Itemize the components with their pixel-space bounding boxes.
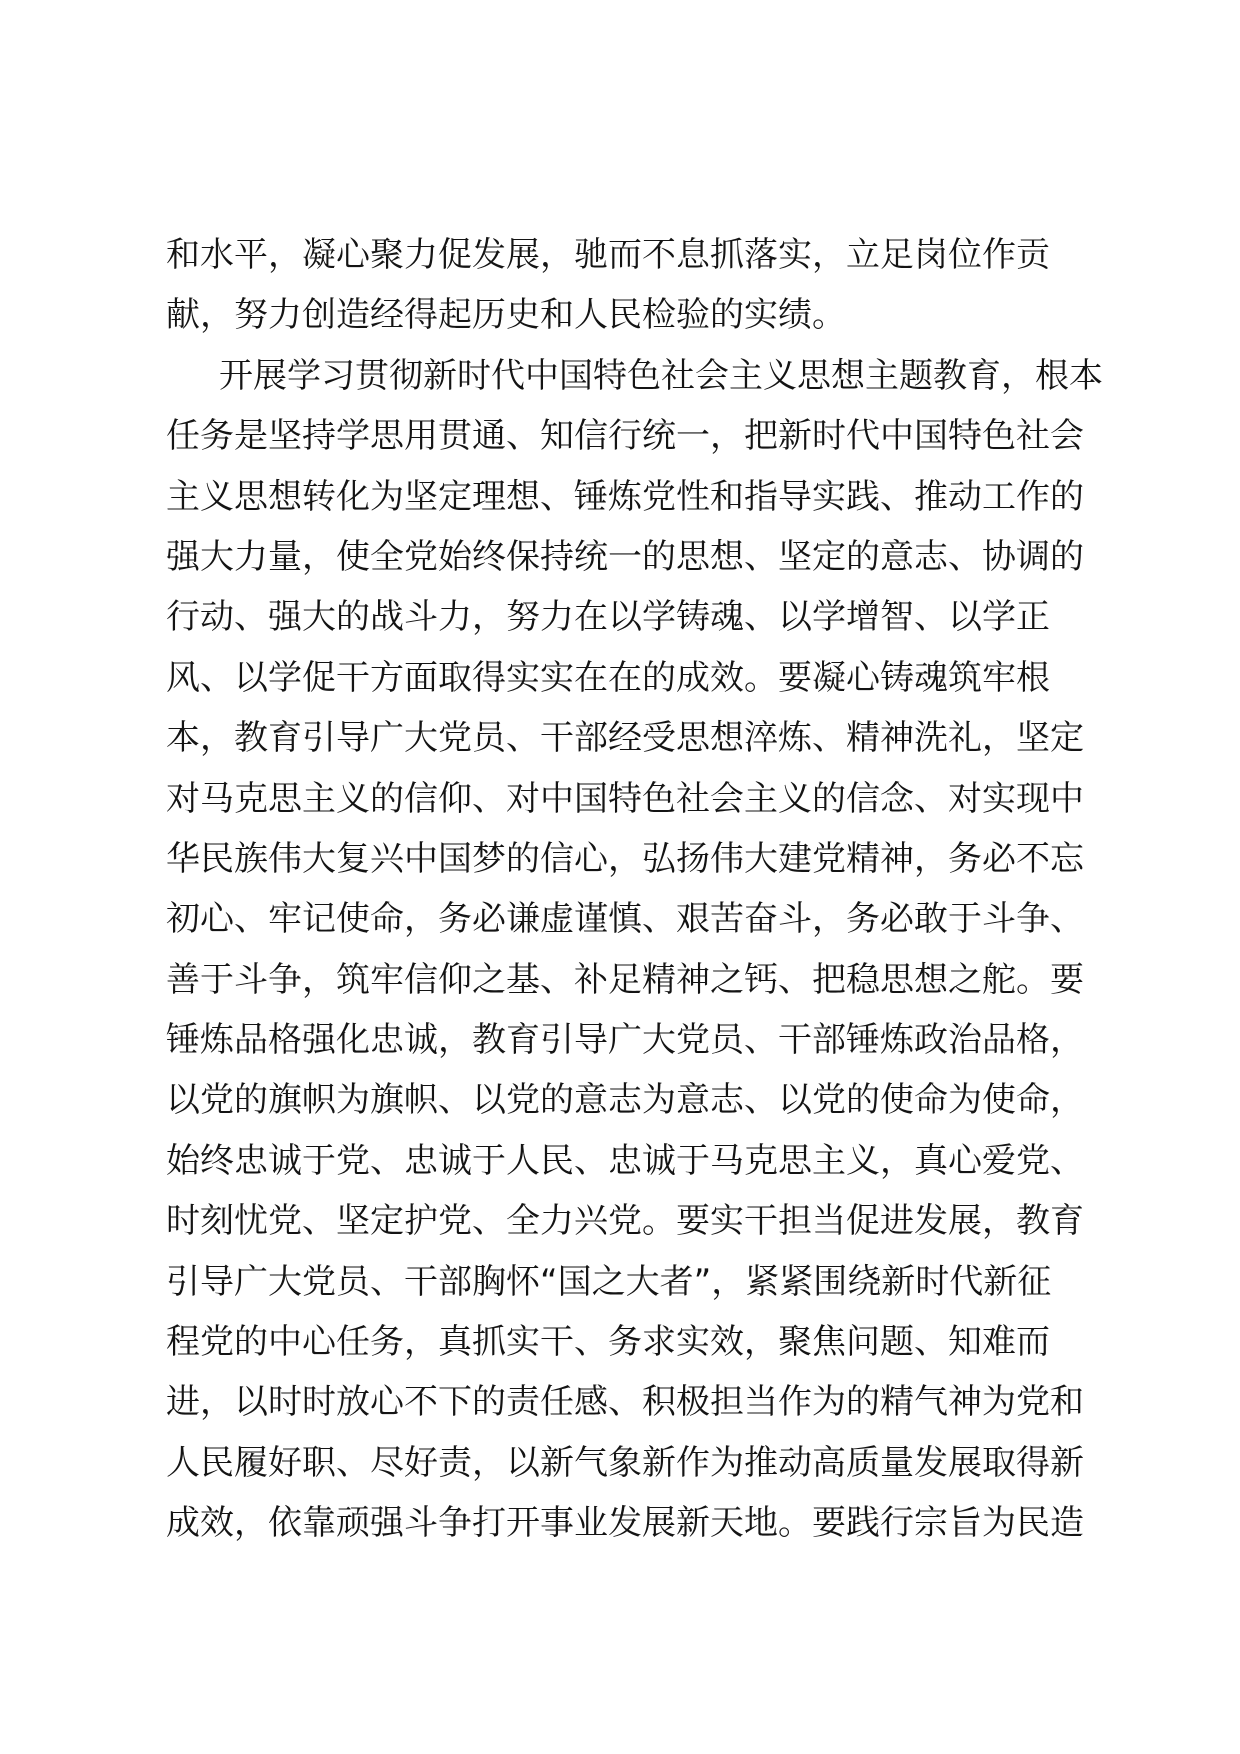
text-line: 成效，依靠顽强斗争打开事业发展新天地。要践行宗旨为民造 (166, 1503, 1084, 1544)
text-line: 初心、牢记使命，务必谦虚谨慎、艰苦奋斗，务必敢于斗争、 (166, 899, 1084, 940)
text-line: 时刻忧党、坚定护党、全力兴党。要实干担当促进发展，教育 (166, 1201, 1084, 1242)
text-line: 风、以学促干方面取得实实在在的成效。要凝心铸魂筑牢根 (166, 657, 1050, 698)
text-line: 任务是坚持学思用贯通、知信行统一，把新时代中国特色社会 (166, 416, 1084, 457)
text-line: 以党的旗帜为旗帜、以党的意志为意志、以党的使命为使命， (166, 1080, 1084, 1121)
text-line: 本，教育引导广大党员、干部经受思想淬炼、精神洗礼，坚定 (166, 718, 1084, 759)
text-line: 行动、强大的战斗力，努力在以学铸魂、以学增智、以学正 (166, 597, 1050, 638)
text-line: 引导广大党员、干部胸怀“国之大者”，紧紧围绕新时代新征 (166, 1261, 1052, 1302)
text-line: 主义思想转化为坚定理想、锤炼党性和指导实践、推动工作的 (166, 476, 1084, 517)
text-line: 程党的中心任务，真抓实干、务求实效，聚焦问题、知难而 (166, 1322, 1050, 1363)
body-text (166, 225, 1116, 1554)
text-line: 献，努力创造经得起历史和人民检验的实绩。 (166, 295, 846, 336)
text-line: 始终忠诚于党、忠诚于人民、忠诚于马克思主义，真心爱党、 (166, 1140, 1084, 1181)
text-line: 和水平，凝心聚力促发展，驰而不息抓落实，立足岗位作贡 (166, 235, 1050, 275)
text-line: 进，以时时放心不下的责任感、积极担当作为的精气神为党和 (166, 1382, 1084, 1423)
text-line: 华民族伟大复兴中国梦的信心，弘扬伟大建党精神，务必不忘 (166, 838, 1084, 879)
text-line: 善于斗争，筑牢信仰之基、补足精神之钙、把稳思想之舵。要 (166, 959, 1084, 1000)
text-line: 人民履好职、尽好责，以新气象新作为推动高质量发展取得新 (166, 1442, 1084, 1483)
text-line: 锤炼品格强化忠诚，教育引导广大党员、干部锤炼政治品格， (166, 1020, 1084, 1061)
paragraph-first-line: 开展学习贯彻新时代中国特色社会主义思想主题教育，根本 (219, 355, 1103, 396)
text-line: 对马克思主义的信仰、对中国特色社会主义的信念、对实现中 (166, 778, 1084, 819)
text-line: 强大力量，使全党始终保持统一的思想、坚定的意志、协调的 (166, 536, 1084, 577)
